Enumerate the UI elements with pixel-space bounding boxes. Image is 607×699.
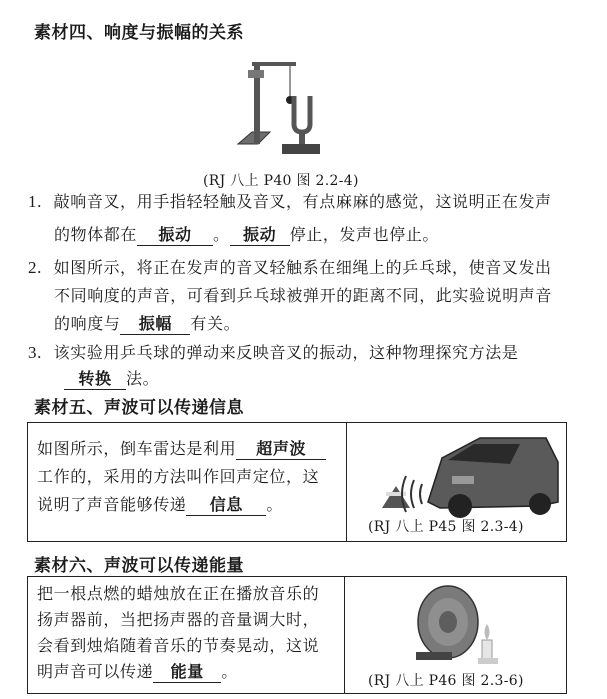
item-text: 该实验用乒乓球的弹动来反映音叉的振动，这种物理探究方法是 — [53, 343, 519, 362]
section-6-title: 素材六、声波可以传递能量 — [34, 556, 244, 576]
item-text: 如图所示，倒车雷达是利用 — [37, 439, 237, 458]
item-number: 1. — [28, 192, 42, 211]
item-text: 明声音可以传递 — [37, 662, 154, 681]
answer-blank: 振幅 — [120, 314, 190, 335]
s6-line-1: 把一根点燃的蜡烛放在正在播放音乐的 — [37, 584, 320, 603]
divider — [346, 423, 347, 541]
parking-radar-figure — [370, 424, 562, 520]
answer-blank: 振动 — [230, 225, 290, 246]
divider — [344, 577, 345, 693]
item-text: 停止，发声也停止。 — [289, 225, 440, 244]
item-text: 如图所示，将正在发声的音叉轻触系在细绳上的乒乓球，使音叉发出 — [53, 258, 552, 277]
section-4-title: 素材四、响度与振幅的关系 — [34, 23, 244, 43]
answer-blank: 转换 — [64, 369, 126, 390]
item-3-line-2 — [64, 368, 159, 390]
item-1 — [28, 191, 552, 213]
answer-blank: 超声波 — [236, 439, 326, 460]
figure-caption: (RJ 八上 P46 图 2.3-6) — [368, 673, 524, 689]
s6-line-2: 扬声器前，当把扬声器的音量调大时， — [37, 610, 320, 629]
section-5-title: 素材五、声波可以传递信息 — [34, 398, 244, 418]
item-1-line-2 — [54, 224, 439, 246]
s6-line-4 — [37, 661, 238, 683]
item-number: 2. — [28, 258, 42, 277]
item-text: 法。 — [126, 369, 160, 388]
item-text: 。 — [221, 662, 238, 681]
item-text: 有关。 — [190, 314, 241, 333]
s5-line-3 — [37, 494, 283, 516]
item-text: 。 — [213, 225, 230, 244]
s6-line-3: 会看到烛焰随着音乐的节奏晃动，这说 — [37, 636, 320, 655]
item-2-line-2: 不同响度的声音，可看到乒乓球被弹开的距离不同，此实验说明声音 — [54, 286, 553, 305]
figure-caption: (RJ 八上 P45 图 2.3-4) — [368, 519, 524, 535]
item-text: 。 — [266, 495, 284, 514]
answer-blank: 振动 — [137, 225, 213, 246]
item-text: 说明了声音能够传递 — [37, 495, 187, 514]
tuning-fork-figure — [230, 52, 330, 160]
speaker-candle-figure — [400, 582, 540, 668]
item-text: 的物体都在 — [54, 225, 138, 244]
item-text: 的响度与 — [54, 314, 121, 333]
item-3 — [28, 342, 518, 364]
item-2-line-3 — [54, 313, 240, 335]
answer-blank: 信息 — [186, 495, 266, 516]
answer-blank: 能量 — [153, 662, 221, 683]
s5-line-1 — [37, 438, 326, 460]
item-number: 3. — [28, 343, 42, 362]
item-2 — [28, 257, 552, 279]
item-text: 敲响音叉，用手指轻轻触及音叉，有点麻麻的感觉，这说明正在发声 — [53, 192, 552, 211]
s5-line-2: 工作的，采用的方法叫作回声定位，这 — [37, 467, 320, 486]
figure-caption: (RJ 八上 P40 图 2.2-4) — [203, 173, 359, 189]
